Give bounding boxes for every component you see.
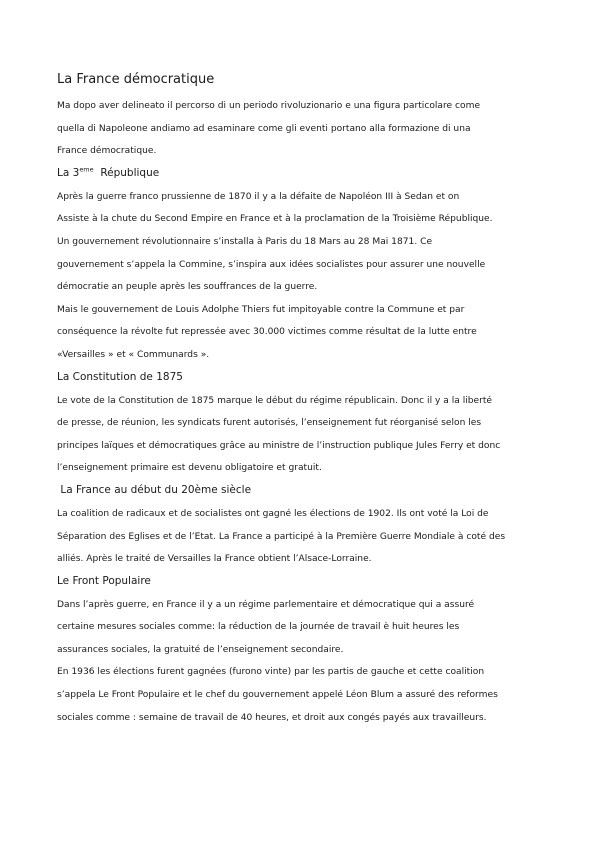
section-heading-third-republic xyxy=(57,165,542,181)
text-line: sociales comme : semaine de travail de 40 heures, et droit aux congés payés aux travailleurs. xyxy=(57,712,487,723)
text-line: La coalition de radicaux et de socialistes ont gagné les élections de 1902. Ils ont voté la Loi de xyxy=(57,508,489,519)
text-line: assurances sociales, la gratuité de l’enseignement secondaire. xyxy=(57,644,344,655)
heading-prefix: La 3 xyxy=(57,166,80,179)
text-line: Ma dopo aver delineato il percorso di un periodo rivoluzionario e una figura particolare come xyxy=(57,101,481,111)
text-line: principes laïques et démocratiques grâce au ministre de l’instruction publique Jules Ferry et donc xyxy=(57,440,501,451)
text-line: Mais le gouvernement de Louis Adolphe Thiers fut impitoyable contre la Commune et par xyxy=(57,304,465,315)
text-line: «Versailles » et « Communards ». xyxy=(57,349,210,360)
text-line: Assiste à la chute du Second Empire en France et à la proclamation de la Troisième République. xyxy=(57,214,493,225)
heading-superscript: eme xyxy=(79,165,94,174)
text-line: l’enseignement primaire est devenu obligatoire et gratuit. xyxy=(57,463,322,474)
text-line: Un gouvernement révolutionnaire s’installa à Paris du 18 Mars au 28 Mai 1871. Ce xyxy=(57,236,433,247)
text-line: Séparation des Eglises et de l’Etat. La France a participé à la Première Guerre Mondiale à coté des xyxy=(57,531,506,542)
text-line: démocratie an peuple après les souffrances de la guerre. xyxy=(57,282,318,293)
text-line: quella di Napoleone andiamo ad esaminare come gli eventi portano alla formazione di una xyxy=(57,123,471,134)
third-republic-paragraph xyxy=(57,186,542,367)
document-page xyxy=(57,72,542,729)
text-line: Après la guerre franco prussienne de 1870 il y a la défaite de Napoléon III à Sedan et on xyxy=(57,191,460,202)
intro-paragraph xyxy=(57,95,542,163)
text-line: En 1936 les élections furent gagnées (furono vinte) par les partis de gauche et cette coalition xyxy=(57,667,485,678)
text-line: conséquence la révolte fut repressée avec 30.000 victimes comme résultat de la lutte entre xyxy=(57,327,477,338)
front-populaire-paragraph xyxy=(57,594,542,730)
page-title: La France démocratique xyxy=(57,72,215,87)
section-heading-front-populaire: Le Front Populaire xyxy=(57,574,151,587)
section-heading-20th-century: La France au début du 20ème siècle xyxy=(57,483,252,496)
text-line: s’appela Le Front Populaire et le chef du gouvernement appelé Léon Blum a assuré des reformes xyxy=(57,690,498,701)
text-line: de presse, de réunion, les syndicats furent autorisés, l’enseignement fut réorganisé selon les xyxy=(57,418,482,429)
text-line: certaine mesures sociales comme: la réduction de la journée de travail è huit heures les xyxy=(57,622,460,633)
text-line: France démocratique. xyxy=(57,146,157,157)
text-line: alliés. Après le traité de Versailles la France obtient l’Alsace-Lorraine. xyxy=(57,554,372,565)
text-line: Dans l’après guerre, en France il y a un régime parlementaire et démocratique qui a assuré xyxy=(57,599,475,610)
section-heading-constitution: La Constitution de 1875 xyxy=(57,370,183,383)
constitution-paragraph xyxy=(57,390,542,480)
20th-century-paragraph xyxy=(57,503,542,571)
text-line: Le vote de la Constitution de 1875 marque le début du régime républicain. Donc il y a la liberté xyxy=(57,395,493,406)
heading-suffix: République xyxy=(93,166,160,179)
text-line: gouvernement s’appela la Commine, s’inspira aux idées socialistes pour assurer une nouvelle xyxy=(57,259,486,270)
